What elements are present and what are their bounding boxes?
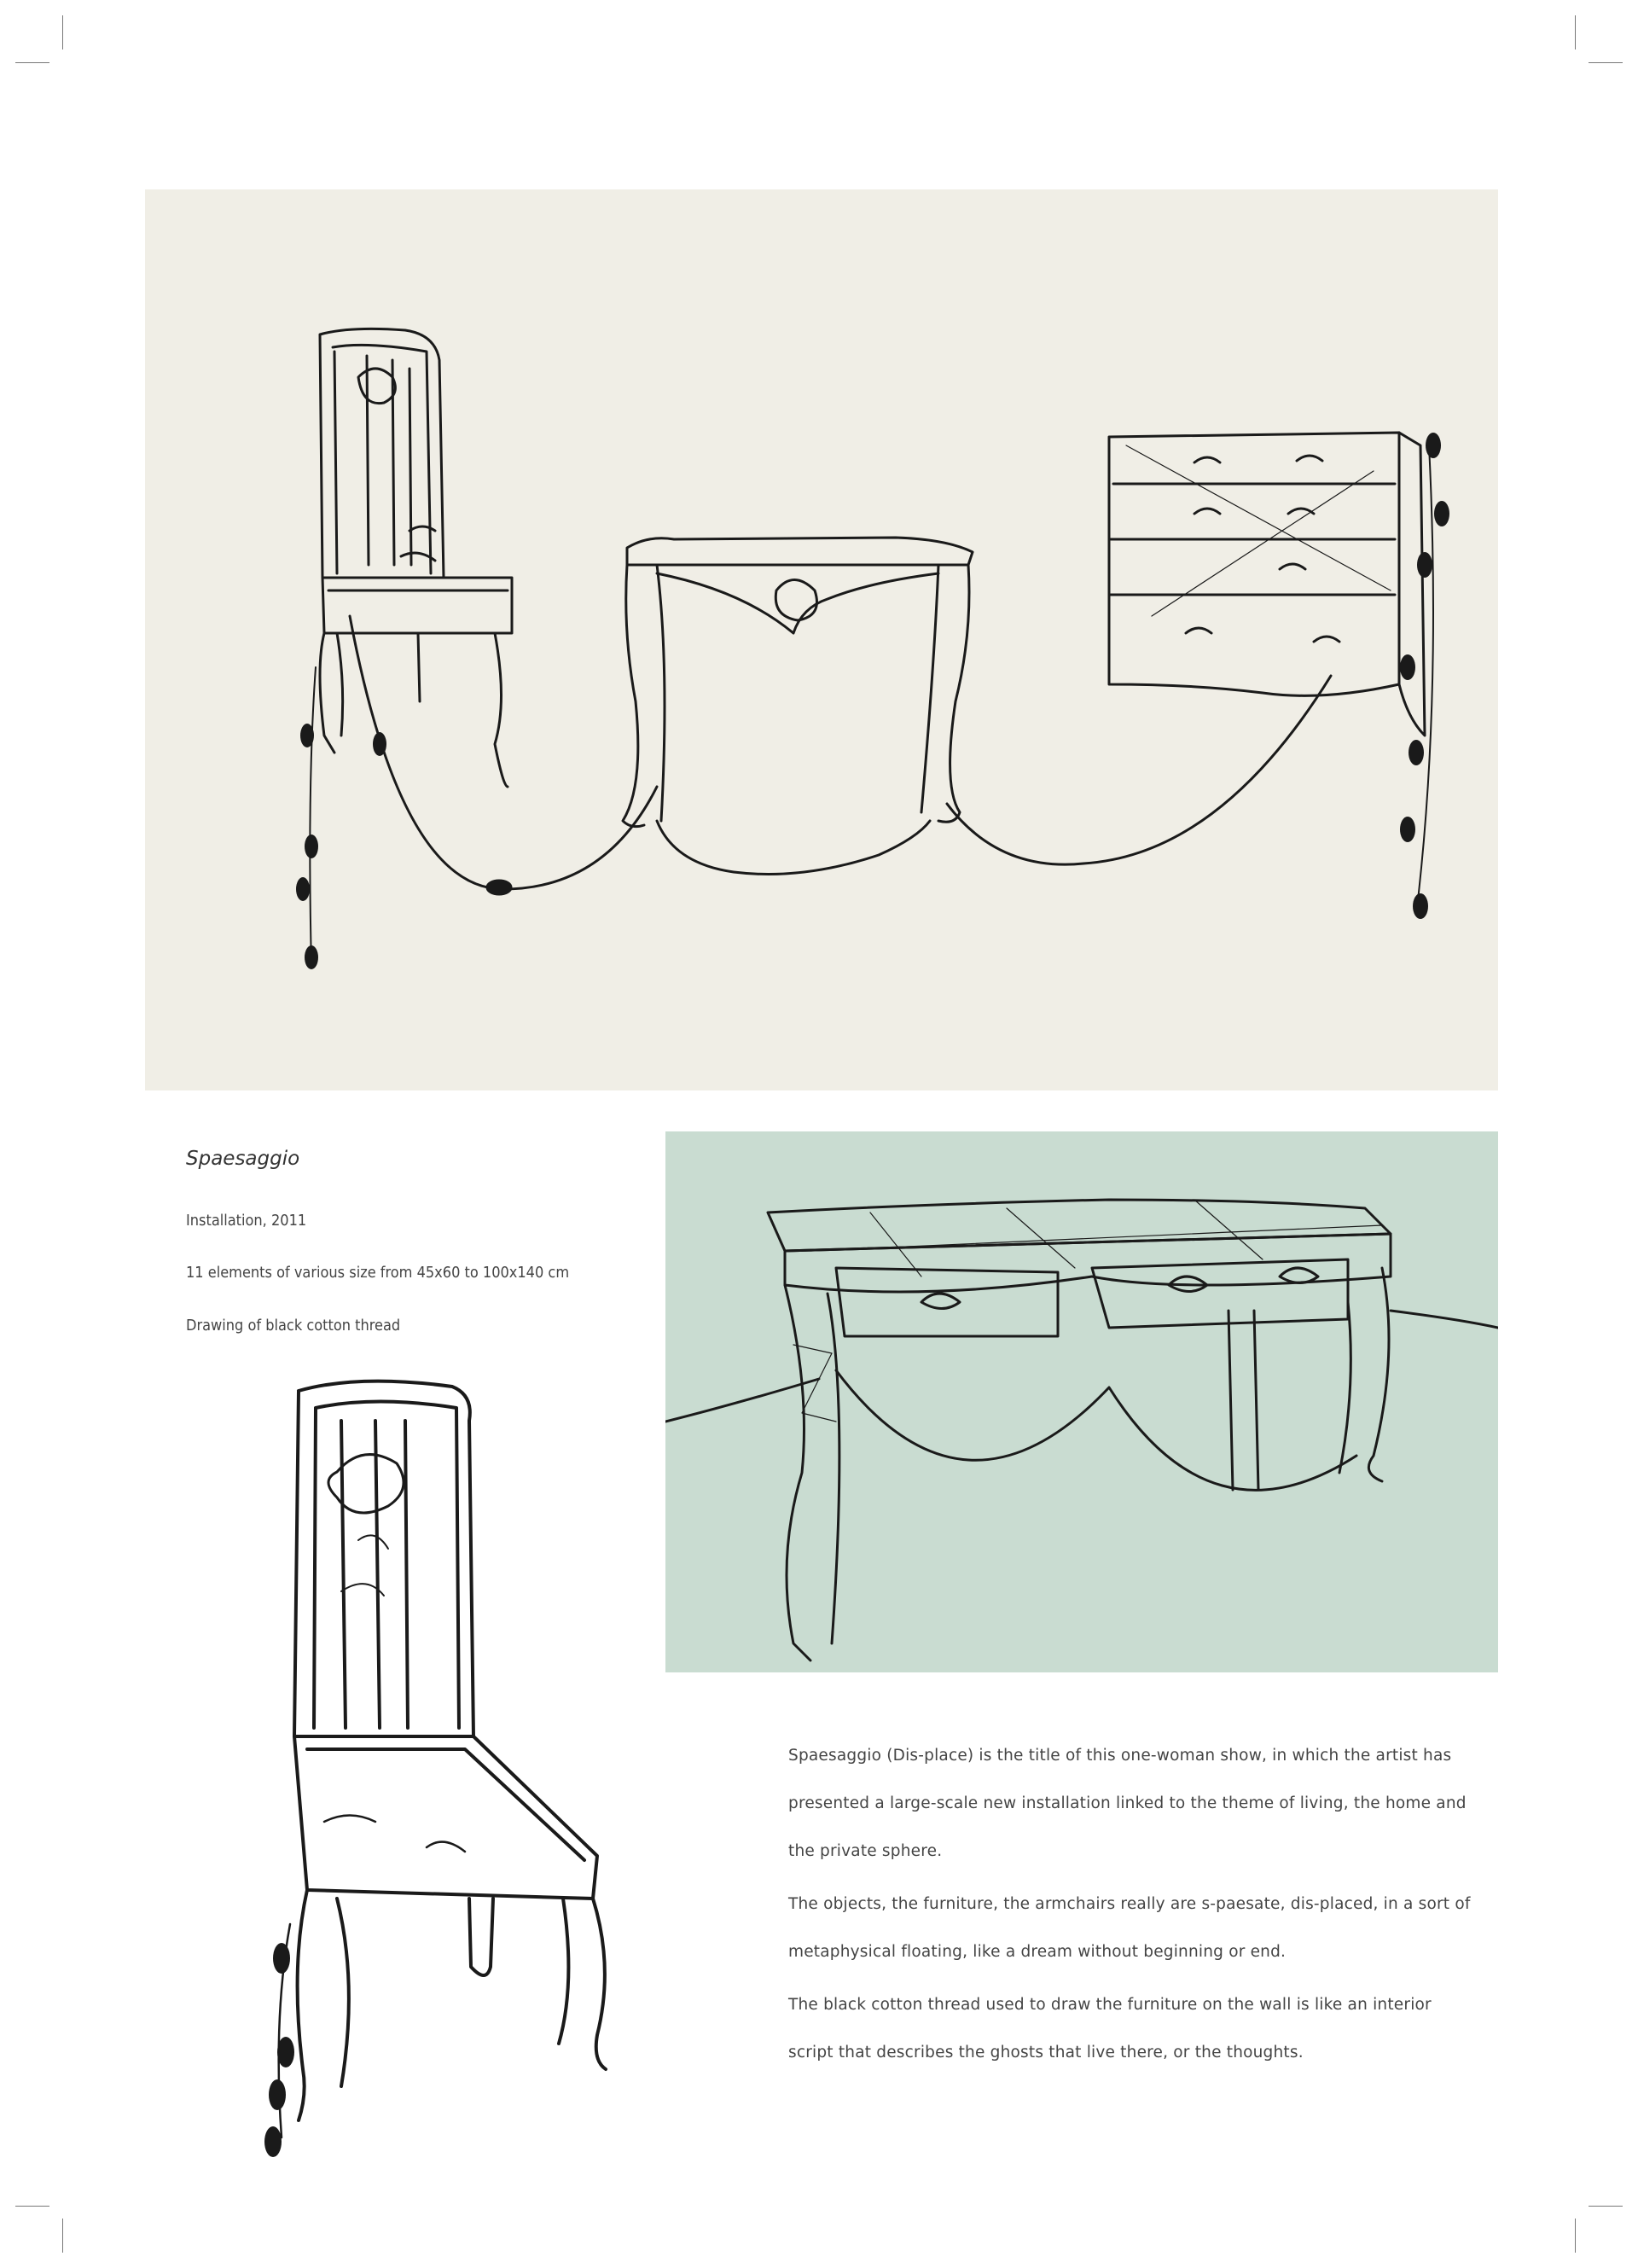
thread-chair-drawing [320,329,512,787]
crop-mark [1575,2219,1576,2253]
crop-mark [1575,15,1576,49]
thread-chest-of-drawers-drawing [1109,433,1425,736]
crop-mark [15,62,49,63]
desk-installation-photo [665,1131,1498,1672]
crop-mark [1589,2206,1623,2207]
crop-mark [1589,62,1623,63]
artwork-materials: Drawing of black cotton thread [186,1317,401,1335]
crop-mark [15,2206,49,2207]
artwork-dimensions: 11 elements of various size from 45x60 to 100x140 cm [186,1264,570,1282]
leaf-vines [296,433,1449,969]
installation-photo [145,189,1498,1090]
description [788,1732,1479,2082]
description-paragraph: The objects, the furniture, the armchairs really are s-paesate, dis-placed, in a sort of metaphysical floating, like a dream without beginning or end. [788,1895,1471,1961]
chair-drawing [256,1370,614,2167]
artwork-medium-year: Installation, 2011 [186,1212,307,1230]
artwork-title: Spaesaggio [186,1148,300,1170]
description-paragraph: The black cotton thread used to draw the furniture on the wall is like an interior script that describes the ghosts that live there, or the thoughts. [788,1996,1432,2062]
crop-mark [62,15,63,49]
description-paragraph: Spaesaggio (Dis-place) is the title of this one-woman show, in which the artist has presented a large-scale new installation linked to the theme of living, the home and the private sphere. [788,1747,1467,1860]
thread-console-table-drawing [623,538,973,875]
crop-mark [62,2219,63,2253]
